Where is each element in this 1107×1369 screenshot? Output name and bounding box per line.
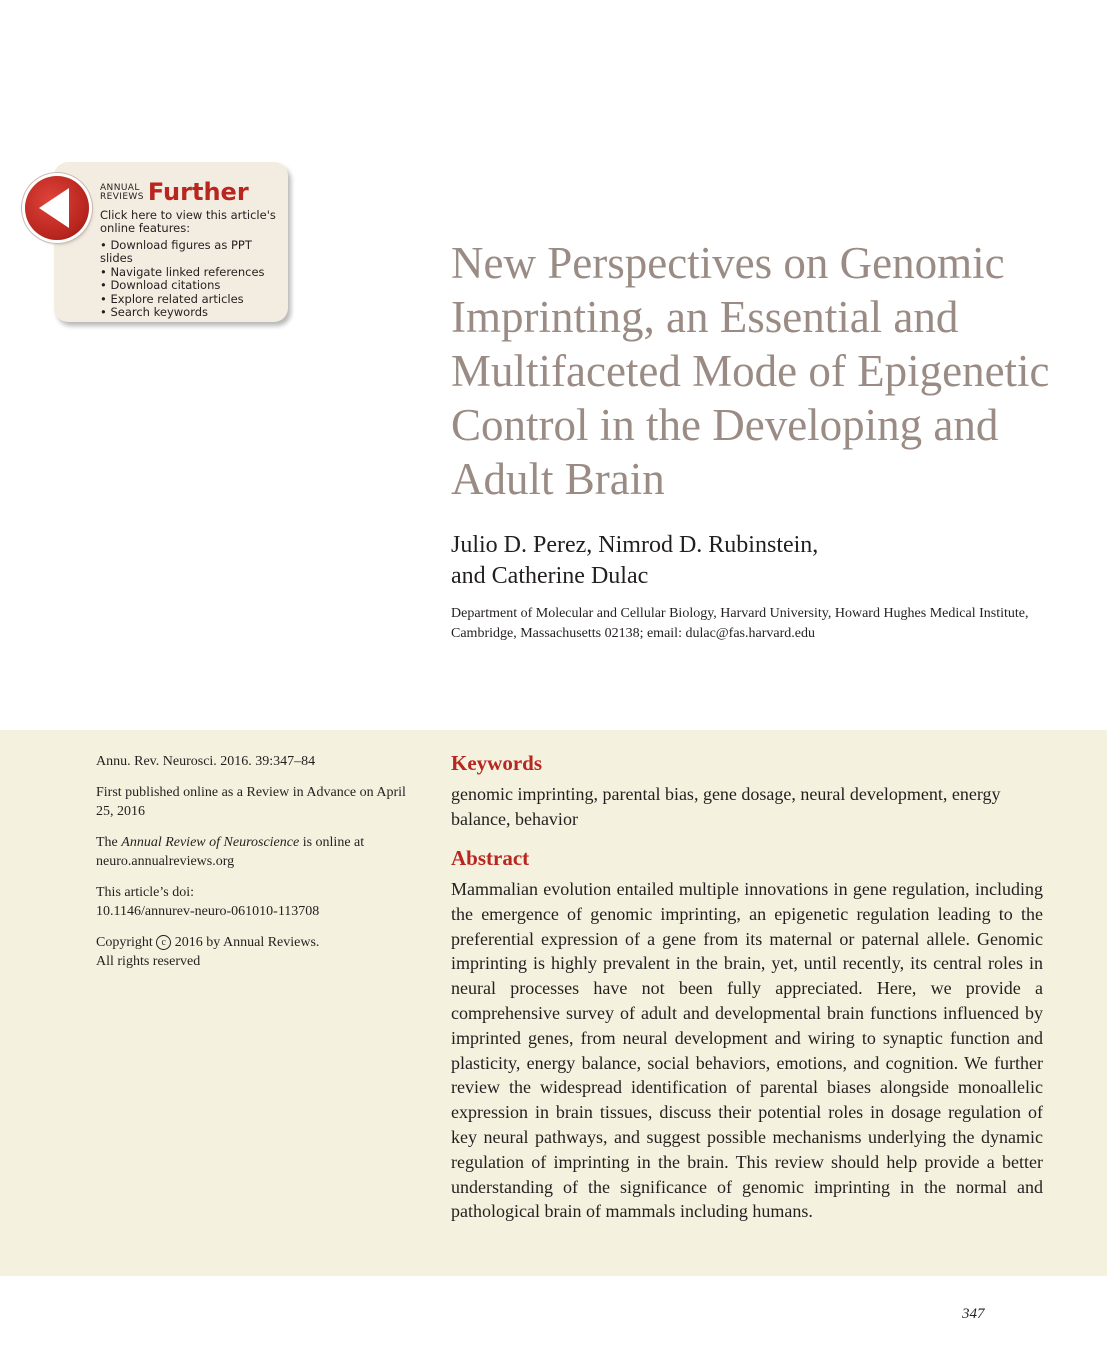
journal-online: The Annual Review of Neuroscience is online at neuro.annualreviews.org: [96, 835, 365, 869]
affiliation: Department of Molecular and Cellular Biology, Harvard University, Howard Hughes Medical Institute, Cambridge, Massachusetts 02138; email: dulac@fas.harvard.edu: [451, 606, 1029, 641]
doi-block: [96, 883, 406, 921]
copyright: Copyright c 2016 by Annual Reviews. All rights reserved: [96, 935, 320, 969]
authors-line-1: Julio D. Perez, Nimrod D. Rubinstein,: [451, 532, 819, 558]
authors-line-2: and Catherine Dulac: [451, 563, 649, 589]
further-intro: [100, 209, 285, 235]
further-content: [100, 177, 285, 319]
feature-search-keywords[interactable]: • Search keywords: [100, 306, 285, 319]
abstract-text: Mammalian evolution entailed multiple innovations in gene regulation, including the emergence of genomic imprinting, an epigenetic regulation leading to the preferential expression of a gene from its maternal or paternal allele. Genomic imprinting is highly prevalent in the brain, yet, until recently, its central roles in neural processes have not been fully appreciated. Here, we provide a comprehensive survey of adult and developmental brain functions influenced by imprinted genes, from neural development and wiring to synaptic function and plasticity, energy balance, social behaviors, emotions, and cognition. We further review the widespread identification of parental biases alongside monoallelic expression in brain tissues, discuss their potential roles in dosage regulation of key neural pathways, and suggest possible mechanisms underlying the dynamic regulation of imprinting in the brain. This review should help provide a better understanding of the significance of genomic imprinting in the normal and pathological brain of mammals including humans.: [451, 879, 1043, 1222]
page-number: 347: [962, 1306, 985, 1322]
journal-name: Annual Review of Neuroscience: [121, 835, 300, 850]
main-column: [451, 748, 1043, 1224]
first-published: First published online as a Review in Advance on April 25, 2016: [96, 785, 406, 819]
doi-label: This article’s doi:: [96, 885, 194, 900]
further-label: Further: [147, 178, 249, 206]
feature-navigate-references[interactable]: • Navigate linked references: [100, 266, 285, 279]
abstract-heading: Abstract: [451, 846, 530, 870]
author-list: [451, 530, 1011, 592]
further-brand: [100, 177, 285, 205]
further-feature-list: [100, 239, 285, 319]
play-back-icon: [39, 188, 69, 228]
keywords-text: genomic imprinting, parental bias, gene dosage, neural development, energy balance, behavior: [451, 784, 1001, 829]
annual-reviews-logo: ANNUAL REVIEWS: [100, 183, 144, 202]
copyright-icon: c: [156, 935, 171, 950]
feature-explore-articles[interactable]: • Explore related articles: [100, 293, 285, 306]
citation: Annu. Rev. Neurosci. 2016. 39:347–84: [96, 754, 316, 769]
rights: All rights reserved: [96, 954, 201, 969]
click-here-link[interactable]: Click here: [100, 208, 157, 222]
further-intro-text: to view this article's online features:: [100, 208, 276, 235]
feature-download-citations[interactable]: • Download citations: [100, 279, 285, 292]
doi[interactable]: 10.1146/annurev-neuro-061010-113708: [96, 904, 320, 919]
feature-download-figures[interactable]: • Download figures as PPT slides: [100, 239, 285, 266]
further-button[interactable]: [25, 176, 89, 240]
article-title: New Perspectives on Genomic Imprinting, an Essential and Multifaceted Mode of Epigenetic Control in the Developing and Adult Brain: [451, 238, 1050, 504]
article-info-sidebar: [96, 752, 406, 983]
keywords-heading: Keywords: [451, 751, 542, 775]
